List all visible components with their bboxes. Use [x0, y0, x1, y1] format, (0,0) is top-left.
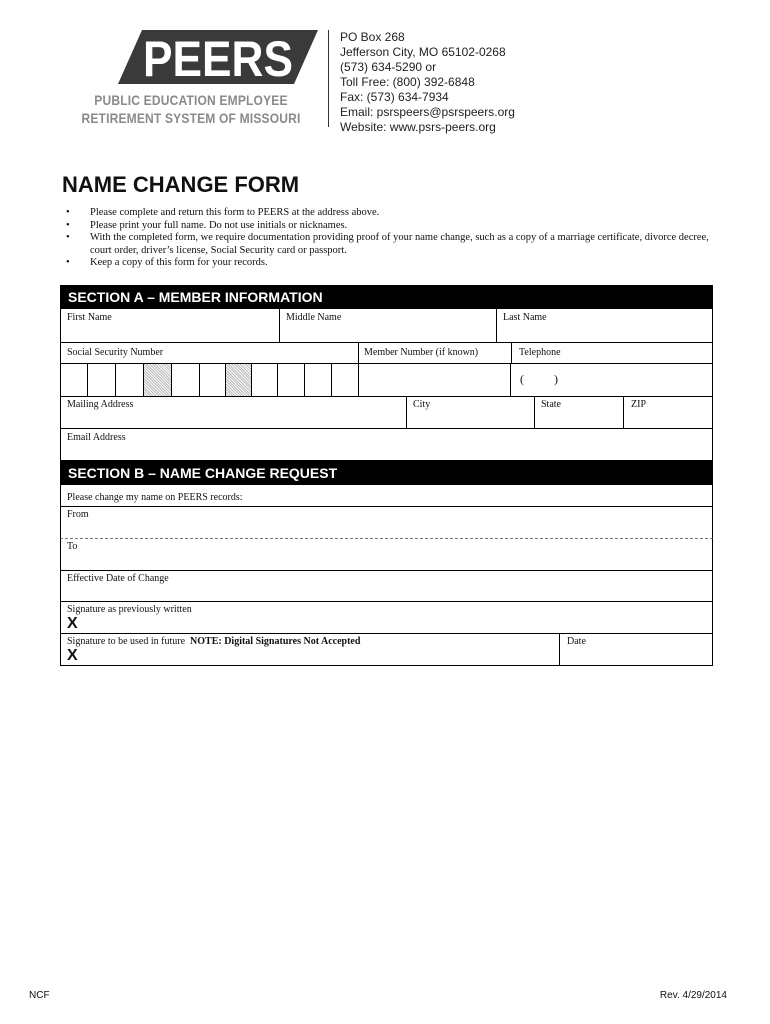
- from-label: From: [67, 509, 89, 520]
- telephone-label: Telephone: [519, 347, 561, 358]
- contact-city: Jefferson City, MO 65102-0268: [340, 45, 506, 59]
- member-number-label: Member Number (if known): [364, 347, 479, 358]
- email-address-label: Email Address: [67, 432, 126, 443]
- section-a-heading: SECTION A – MEMBER INFORMATION: [60, 285, 713, 309]
- ssn-digit-box[interactable]: [88, 364, 116, 396]
- address-row: [60, 397, 713, 429]
- header-divider: [328, 30, 329, 127]
- future-signature-row: [60, 634, 713, 666]
- contact-email-link[interactable]: Email: psrspeers@psrspeers.org: [340, 105, 515, 119]
- ssn-separator-box: [226, 364, 252, 396]
- contact-phone: (573) 634-5290 or: [340, 60, 437, 74]
- zip-label: ZIP: [631, 399, 646, 410]
- city-field[interactable]: [407, 397, 534, 428]
- first-name-label: First Name: [67, 312, 112, 323]
- previous-signature-field[interactable]: [60, 602, 713, 634]
- ssn-input-row: [60, 364, 713, 397]
- instruction-item: • Please complete and return this form to PEERS at the address above.: [62, 207, 712, 220]
- ssn-label-row: [60, 343, 713, 364]
- name-row: [60, 309, 713, 343]
- ssn-digit-box[interactable]: [172, 364, 200, 396]
- instruction-item: • Keep a copy of this form for your records.: [62, 257, 712, 270]
- ssn-digit-box[interactable]: [252, 364, 278, 396]
- form-title: NAME CHANGE FORM: [62, 172, 300, 197]
- revision-date: Rev. 4/29/2014: [659, 990, 727, 1001]
- peers-logo: [118, 30, 318, 84]
- signature-x-mark: X: [67, 615, 78, 632]
- org-name-line-2: RETIREMENT SYSTEM OF MISSOURI: [81, 110, 301, 126]
- contact-fax: Fax: (573) 634-7934: [340, 90, 449, 104]
- effective-date-field[interactable]: [60, 571, 713, 602]
- to-name-field[interactable]: [60, 539, 713, 571]
- instruction-item: • Please print your full name. Do not use initials or nicknames.: [62, 220, 712, 233]
- instructions-list: [62, 207, 712, 270]
- ssn-digit-box[interactable]: [200, 364, 226, 396]
- last-name-label: Last Name: [503, 312, 547, 323]
- middle-name-label: Middle Name: [286, 312, 342, 323]
- member-number-field[interactable]: [359, 364, 511, 396]
- contact-block: [340, 30, 515, 135]
- zip-field[interactable]: [624, 397, 713, 428]
- please-change-text: Please change my name on PEERS records:: [67, 492, 243, 503]
- middle-name-field[interactable]: [280, 309, 496, 342]
- telephone-field[interactable]: [512, 364, 713, 396]
- svg-text:PEERS: PEERS: [143, 31, 293, 84]
- please-change-row: [60, 485, 713, 507]
- ssn-digit-box[interactable]: [61, 364, 88, 396]
- future-signature-label: Signature to be used in future NOTE: Digital Signatures Not Accepted: [67, 636, 361, 647]
- first-name-field[interactable]: [61, 309, 279, 342]
- contact-po-box: PO Box 268: [340, 30, 405, 44]
- digital-signature-note: NOTE: Digital Signatures Not Accepted: [190, 636, 361, 647]
- ssn-digit-box[interactable]: [116, 364, 144, 396]
- instruction-item: • With the completed form, we require documentation providing proof of your name change, such as a copy of a marriage certificate, divorce decree, court order, driver’s license, Social Security card or passport.: [62, 232, 712, 257]
- signature-x-mark: X: [67, 647, 78, 664]
- form-code: NCF: [29, 990, 50, 1001]
- ssn-digit-box[interactable]: [305, 364, 332, 396]
- org-name-line-1: PUBLIC EDUCATION EMPLOYEE: [94, 92, 288, 108]
- date-label: Date: [567, 636, 586, 647]
- ssn-label: Social Security Number: [67, 347, 164, 358]
- contact-website-link[interactable]: Website: www.psrs-peers.org: [340, 120, 496, 134]
- last-name-field[interactable]: [497, 309, 713, 342]
- ssn-digit-box[interactable]: [332, 364, 359, 396]
- contact-toll-free: Toll Free: (800) 392-6848: [340, 75, 475, 89]
- effective-date-label: Effective Date of Change: [67, 573, 169, 584]
- section-b-heading: SECTION B – NAME CHANGE REQUEST: [60, 461, 713, 485]
- date-field[interactable]: [560, 634, 713, 665]
- state-label: State: [541, 399, 561, 410]
- city-label: City: [413, 399, 431, 410]
- telephone-area-code-parens: ( ): [520, 372, 558, 386]
- previous-signature-label: Signature as previously written: [67, 604, 192, 615]
- ssn-separator-box: [144, 364, 172, 396]
- email-row[interactable]: [60, 429, 713, 461]
- ssn-digit-box[interactable]: [278, 364, 305, 396]
- mailing-address-label: Mailing Address: [67, 399, 134, 410]
- state-field[interactable]: [535, 397, 623, 428]
- future-signature-field[interactable]: [61, 634, 559, 665]
- mailing-address-field[interactable]: [61, 397, 406, 428]
- to-label: To: [67, 541, 78, 552]
- from-name-field[interactable]: [60, 507, 713, 539]
